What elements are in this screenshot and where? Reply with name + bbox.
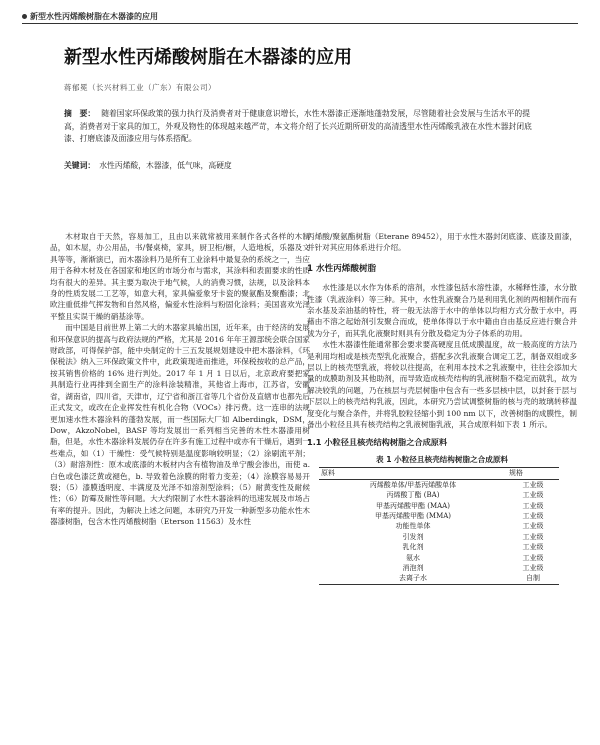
table-row [319, 542, 559, 552]
keywords-label: 关键词： [64, 161, 96, 170]
paragraph: 木材取自于天然，容易加工，且由以来就常被用来制作各式各样的木制品，如木屋，办公用品，书/餐桌椅，家具，厨卫柜/橱，人造地板，乐器及文具等等，渐渐演已，而木器涂料乃是所有工业涂料中最复杂的系统之一，当应用于各种木材及在各国家和地区的市场分布与需求，其涂料和表面要求的性质均有很大的差异。其主要为取决于地气候，人的消费习惯，法规，以及涂料本身的性质发展二工艺等，如意大利，家具偏爱象牙卡瓷的聚氨酯及聚酯漆；北欧注重低排气挥发物和自然风格，偏爱水性涂料与粉固化涂料；美国喜欢光泽平整且实误干燥的硝基涂等。 [50, 232, 310, 321]
materials-table [319, 467, 559, 584]
table-row [319, 501, 559, 511]
table-cell: 丙烯酸单体/甲基丙烯酸单体 [369, 480, 457, 489]
running-header [22, 8, 578, 24]
table-cell: 工业级 [522, 553, 544, 562]
abstract-label: 摘 要： [64, 109, 96, 118]
table-cell: 工业级 [522, 501, 544, 510]
table-caption: 表 1 小粒径且核壳结构树脂之合成原料 [375, 454, 509, 464]
table-row [319, 563, 559, 573]
table-cell: 工业级 [522, 532, 544, 541]
table-header: 原料 [319, 468, 507, 479]
article-title: 新型水性丙烯酸树脂在木器漆的应用 [64, 47, 352, 68]
table-cell: 丙烯酸丁酯 (BA) [386, 491, 440, 500]
table-cell: 工业级 [522, 563, 544, 572]
paragraph: 丙烯酸/聚氨酯树脂（Eterane 89452），用于水性木器封闭底漆、底漆及面漆，并针对其应用体系进行介绍。 [307, 232, 577, 253]
table-cell: 去离子水 [319, 573, 507, 584]
paragraph: 水性木器漆性能通常都会要求要高硬度且低成膜温度，故一般高度的方法乃是利用均相或是核壳型乳化液聚合，搭配多次乳液聚合调定工艺，制备双组或多层以上的核壳型乳液，将较以往提高，在利用本技术之乳液聚中，往往会添加大量的成膜助剂及其他助剂，而导致造成核壳结构的乳液树脂不稳定而就乳，故为解决较乳的问题，乃在核层与壳层树脂中包含有一些多层核中层，以封套于层与下层以上的核壳结构乳液，因此，本研究乃尝试调整树脂的核与壳的玻璃转移温度变化与聚合条件，并将乳胶粒径缩小到 100 nm 以下，改善树脂的成膜性，制备出小粒径且具有核壳结构之乳液树脂乳液，其合成原料如下表 1 所示。 [307, 340, 577, 430]
bullet-icon [22, 14, 27, 19]
section-heading: 1 水性丙烯酸树脂 [307, 263, 377, 274]
keywords [64, 160, 232, 171]
subsection-heading: 1.1 小粒径且核壳结构树脂之合成原料 [307, 436, 448, 447]
table-cell: 工业级 [522, 491, 544, 500]
table-cell: 自制 [507, 573, 559, 584]
table-cell: 乳化剂 [402, 543, 424, 552]
running-header-text: 新型水性丙烯酸树脂在木器漆的应用 [30, 11, 158, 21]
table-row [319, 479, 559, 490]
table-cell: 工业级 [522, 480, 544, 489]
table-cell: 消泡剂 [402, 563, 424, 572]
keywords-text: 水性丙烯酸，木器漆，低气味，高硬度 [99, 161, 232, 170]
left-column [50, 231, 310, 528]
table-cell: 功能性单体 [395, 522, 431, 531]
table-header: 规格 [507, 468, 559, 479]
table-cell: 工业级 [522, 522, 544, 531]
table-row [319, 553, 559, 563]
table-row [319, 573, 559, 584]
paragraph: 水性漆是以水作为体系的溶剂，水性漆包括水溶性漆，水稀释性漆，水分散性漆（乳液涂料）等三种。其中，水性乳液聚合乃是利用乳化剂的两相制作而有亲水基及亲油基的特性，将一般无法溶于水中的单体以均相方式分散于水中，再藉由不溶之起始剂引发聚合而成，使单体得以于水中籍由自由基反应进行聚合并成为分子，而其乳化液聚时则具有分散及稳定为分子体系的功用。 [307, 283, 577, 338]
table-row [319, 511, 559, 521]
right-column [307, 231, 577, 585]
header-rule [22, 23, 578, 24]
table-row [319, 490, 559, 500]
table-cell: 甲基丙烯酸甲酯 (MAA) [376, 501, 450, 510]
table-row [319, 532, 559, 542]
table-row [319, 521, 559, 531]
table-cell: 甲基丙烯酸甲酯 (MMA) [374, 511, 452, 520]
paragraph: 而中国是目前世界上第二大的木器家具输出国，近年来，由于经济的发展和环保意识的提高与政府法规的严格，尤其是 2016 年年王源部统会联合国家财政部，可得保护部，能中央制定的十三五发展规划建设中把木器涂料，《环保税法》纳入三环保政策文件中，此政策现进而推进，环保税按收的总产品，按其销售价格的 16% 进行判处。2017 年 1 月 1 日以后，北京政府要把家具制造行业再排到全面生产的涂料涂装精准，其他省上海市，江苏省，安徽省，湖南省，四川省，天津市，辽宁省和浙江省等几个省份及直辖市也都先后正式发文，或改在企业挥发性有机化合物（VOCs）排污费。这一连串的法规更加速水性木器涂料的蓬勃发展，而一些国际大厂如 Alberdingk，DSM，Dow，AkzoNobel，BASF 等均发展出一系列相当完善的木性木器漆用树脂，但是，水性木器涂料发展仍存在许多有施工过程中或亦有干燥后，遇到一些难点，如（1）干燥性：受气候特别是温度影响较明显；（2）涂刷流平剂；（3）耐溶剂性：原木或底漆的木板材内含有植物油及单宁酸会渗出，而使 a. 白色或色漆泛黄或褪色，b. 导致着色涂膜的附着力变差；（4）涂膜容易易开裂；（5）漆膜透明度、丰满度及光泽不如溶剂型涂料；（5）耐黄变性及耐候性；（6）防霉及耐性等问题。大大约限制了水性木器涂料的迅速发展及市场占有率的提升。因此，为解决上述之问题，本研究乃开发一种新型多功能水性木器漆树脂，包含木性丙烯酸树脂（Eterson 11563）及水性 [50, 323, 310, 527]
abstract-text: 随着国家环保政策的强力执行及消费者对于健康意识增长，水性木器漆正逐渐地蓬勃发展，尽管随着社会发展与生活水平的提高，消费者对于家具的加工，外观及物性的体现越来越严苛，本文将介绍了长兴近期所研发的高清透型水性丙烯酸乳液在水性木器封闭底漆、打磨底漆及面漆应用与体系搭配。 [64, 109, 532, 143]
table-cell: 工业级 [522, 543, 544, 552]
article-authors: 蒋郁冕（长兴材料工业（广东）有限公司） [64, 83, 216, 92]
table-cell: 工业级 [522, 511, 544, 520]
abstract [64, 108, 538, 146]
table-cell: 氨水 [405, 553, 420, 562]
table-cell: 引发剂 [402, 532, 424, 541]
